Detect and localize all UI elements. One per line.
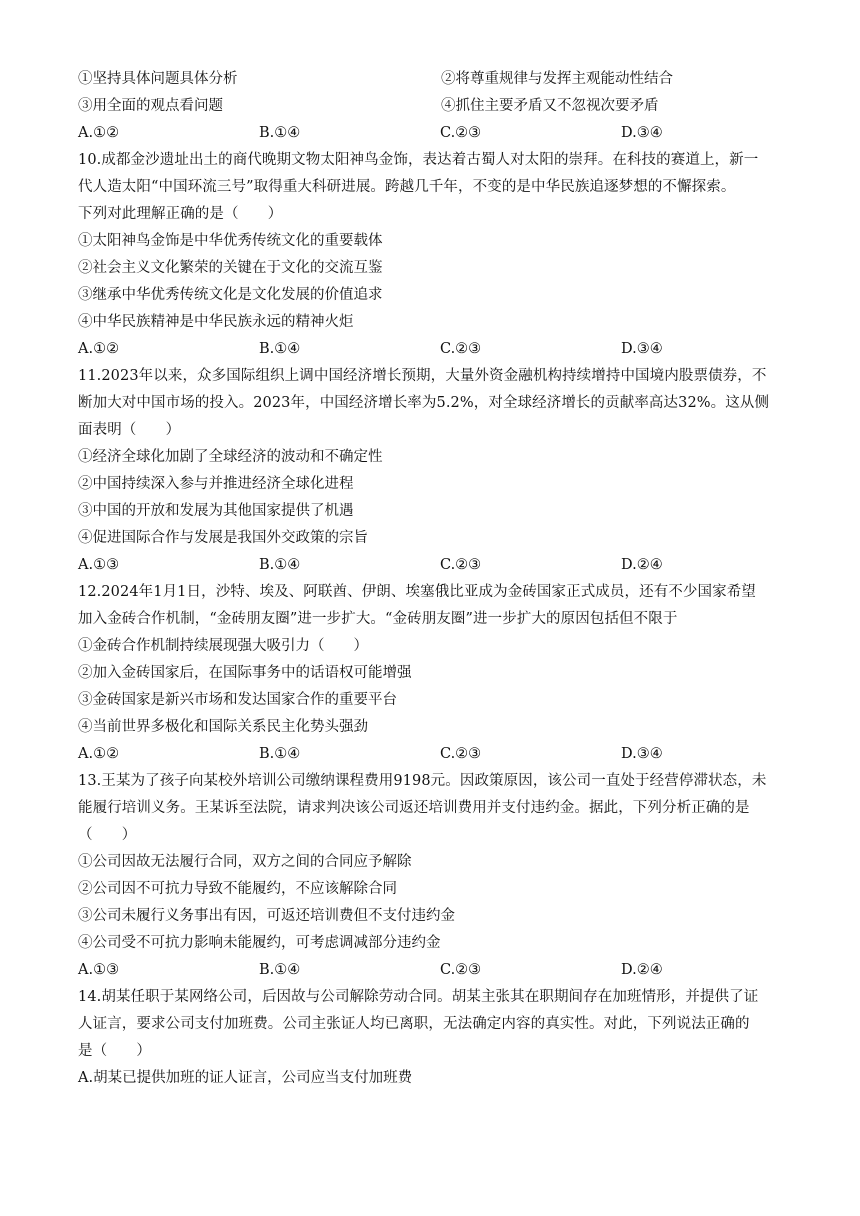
- q10-option-1: ①太阳神鸟金饰是中华优秀传统文化的重要载体: [78, 233, 383, 249]
- q13-option-1: ①公司因故无法履行合同，双方之间的合同应予解除: [78, 854, 412, 870]
- q11-stem-line-3: 面表明（ ）: [78, 422, 181, 438]
- q9-option-1: ①坚持具体问题具体分析: [78, 71, 238, 87]
- q12-option-2: ②加入金砖国家后，在国际事务中的话语权可能增强: [78, 665, 412, 681]
- q9-choice-a: A.①②: [78, 125, 120, 141]
- q13-stem-line-3: （ ）: [78, 827, 137, 843]
- q10-stem-line-1: 10.成都金沙遗址出土的商代晚期文物太阳神鸟金饰，表达着古蜀人对太阳的崇拜。在科技的赛道上，新一: [78, 152, 759, 168]
- q11-stem-line-1: 11.2023年以来，众多国际组织上调中国经济增长预期，大量外资金融机构持续增持中国境内股票债券，不: [78, 368, 767, 384]
- q11-option-4: ④促进国际合作与发展是我国外交政策的宗旨: [78, 530, 368, 546]
- q11-choice-d: D.②④: [621, 557, 663, 573]
- q11-stem-line-2: 断加大对中国市场的投入。2023年，中国经济增长率为5.2%，对全球经济增长的贡献率高达32%。这从侧: [78, 395, 770, 411]
- q12-option-3: ③金砖国家是新兴市场和发达国家合作的重要平台: [78, 692, 397, 708]
- q12-option-4: ④当前世界多极化和国际关系民主化势头强劲: [78, 719, 368, 735]
- q14-stem-line-2: 人证言，要求公司支付加班费。公司主张证人均已离职，无法确定内容的真实性。对此，下列说法正确的: [78, 1016, 750, 1032]
- q13-stem-line-2: 能履行培训义务。王某诉至法院，请求判决该公司返还培训费用并支付违约金。据此，下列分析正确的是: [78, 800, 750, 816]
- q13-option-2: ②公司因不可抗力导致不能履约，不应该解除合同: [78, 881, 397, 897]
- q14-stem-line-1: 14.胡某任职于某网络公司，后因故与公司解除劳动合同。胡某主张其在职期间存在加班情形，并提供了证: [78, 989, 759, 1005]
- q13-choice-c: C.②③: [440, 962, 482, 978]
- q10-option-4: ④中华民族精神是中华民族永远的精神火炬: [78, 314, 354, 330]
- q12-choice-b: B.①④: [259, 746, 301, 762]
- q10-stem-line-3: 下列对此理解正确的是（ ）: [78, 206, 283, 222]
- q9-choice-b: B.①④: [259, 125, 301, 141]
- q13-option-4: ④公司受不可抗力影响未能履约，可考虑调减部分违约金: [78, 935, 441, 951]
- q9-choice-c: C.②③: [440, 125, 482, 141]
- q11-option-3: ③中国的开放和发展为其他国家提供了机遇: [78, 503, 354, 519]
- q9-option-4: ④抓住主要矛盾又不忽视次要矛盾: [441, 98, 659, 114]
- q12-option-1: ①金砖合作机制持续展现强大吸引力（ ）: [78, 638, 368, 654]
- q10-option-3: ③继承中华优秀传统文化是文化发展的价值追求: [78, 287, 383, 303]
- q12-choice-d: D.③④: [621, 746, 663, 762]
- q10-stem-line-2: 代人造太阳“中国环流三号”取得重大科研进展。跨越几千年，不变的是中华民族追逐梦想的不懈探索。: [78, 179, 736, 195]
- q14-choice-a: A.胡某已提供加班的证人证言，公司应当支付加班费: [78, 1070, 413, 1086]
- q13-option-3: ③公司未履行义务事出有因，可返还培训费但不支付违约金: [78, 908, 455, 924]
- q13-choice-b: B.①④: [259, 962, 301, 978]
- q12-choice-a: A.①②: [78, 746, 120, 762]
- q9-option-2: ②将尊重规律与发挥主观能动性结合: [441, 71, 673, 87]
- q9-option-3: ③用全面的观点看问题: [78, 98, 223, 114]
- q14-stem-line-3: 是（ ）: [78, 1043, 151, 1059]
- q13-choice-d: D.②④: [621, 962, 663, 978]
- q9-choice-d: D.③④: [621, 125, 663, 141]
- q11-choice-b: B.①④: [259, 557, 301, 573]
- q12-stem-line-2: 加入金砖合作机制，“金砖朋友圈”进一步扩大。“金砖朋友圈”进一步扩大的原因包括但不限于: [78, 611, 678, 627]
- q10-option-2: ②社会主义文化繁荣的关键在于文化的交流互鉴: [78, 260, 383, 276]
- q11-option-1: ①经济全球化加剧了全球经济的波动和不确定性: [78, 449, 383, 465]
- q10-choice-b: B.①④: [259, 341, 301, 357]
- q11-choice-c: C.②③: [440, 557, 482, 573]
- q11-choice-a: A.①③: [78, 557, 120, 573]
- q11-option-2: ②中国持续深入参与并推进经济全球化进程: [78, 476, 354, 492]
- q13-choice-a: A.①③: [78, 962, 120, 978]
- q12-stem-line-1: 12.2024年1月1日，沙特、埃及、阿联酋、伊朗、埃塞俄比亚成为金砖国家正式成员，还有不少国家希望: [78, 584, 756, 600]
- q10-choice-c: C.②③: [440, 341, 482, 357]
- q13-stem-line-1: 13.王某为了孩子向某校外培训公司缴纳课程费用9198元。因政策原因，该公司一直处于经营停滞状态，未: [78, 773, 767, 789]
- q10-choice-d: D.③④: [621, 341, 663, 357]
- q12-choice-c: C.②③: [440, 746, 482, 762]
- q10-choice-a: A.①②: [78, 341, 120, 357]
